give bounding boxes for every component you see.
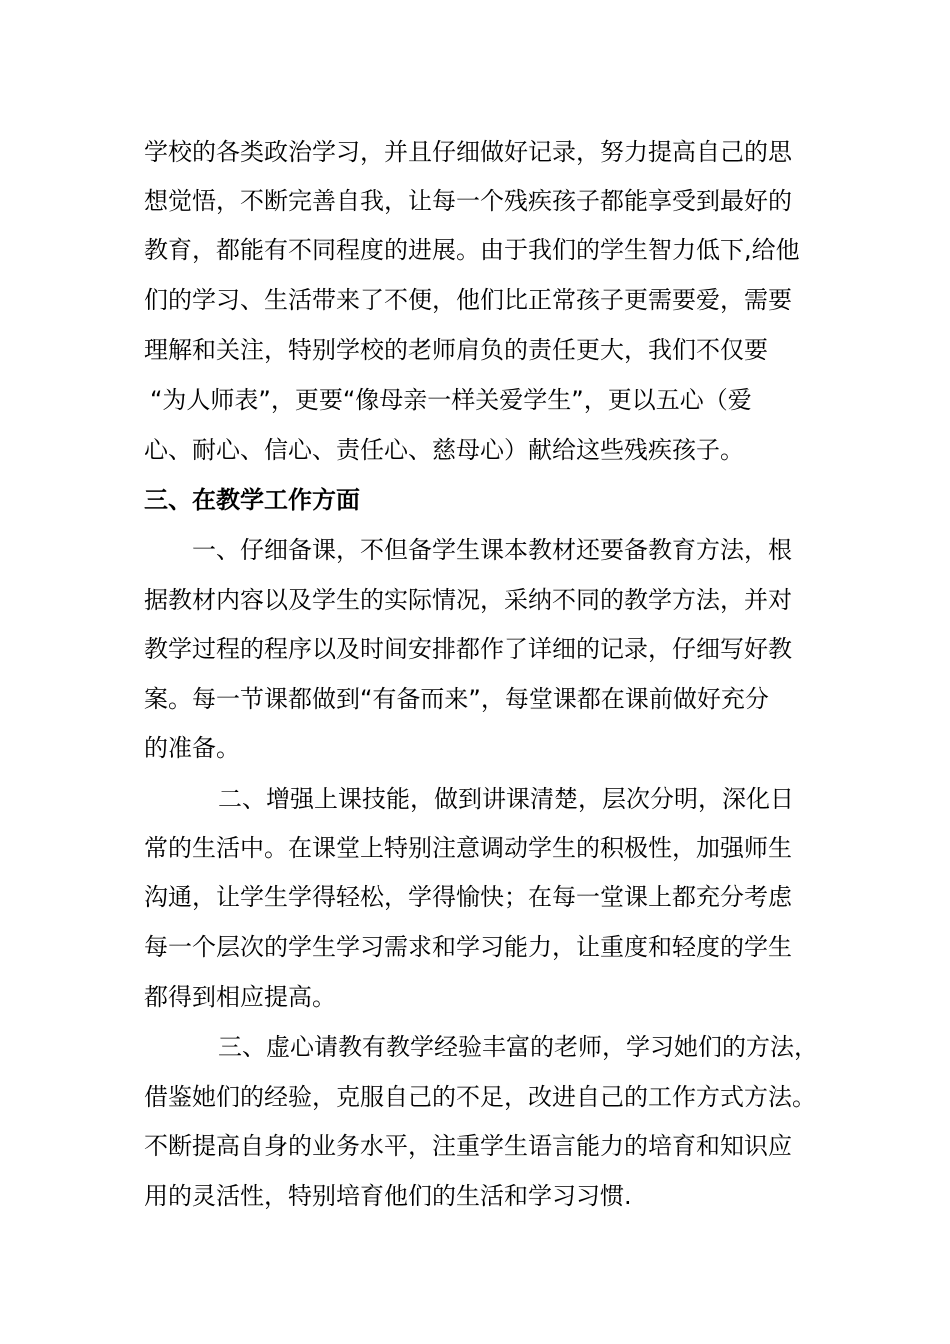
text-line: 三、虚心请教有教学经验丰富的老师，学习她们的方法，	[218, 1033, 818, 1061]
text-line: 的准备。	[144, 734, 240, 762]
text-line: 不断提高自身的业务水平，注重学生语言能力的培育和知识应	[144, 1132, 792, 1160]
text-line: 据教材内容以及学生的实际情况，采纳不同的教学方法，并对	[144, 586, 792, 614]
text-line: 学校的各类政治学习，并且仔细做好记录，努力提高自己的思	[144, 138, 792, 166]
text-line: 都得到相应提高。	[144, 983, 336, 1011]
text-line: 借鉴她们的经验，克服自己的不足，改进自己的工作方式方法。	[144, 1083, 816, 1111]
text-line: 每一个层次的学生学习需求和学习能力，让重度和轻度的学生	[144, 933, 792, 961]
text-line: 二、增强上课技能，做到讲课清楚，层次分明，深化日	[218, 785, 794, 813]
text-line: 理解和关注，特别学校的老师肩负的责任更大，我们不仅要	[144, 336, 768, 364]
text-line: 想觉悟，不断完善自我，让每一个残疾孩子都能享受到最好的	[144, 187, 792, 215]
text-line: 教学过程的程序以及时间安排都作了详细的记录，仔细写好教	[144, 635, 792, 663]
text-line: 一、仔细备课，不但备学生课本教材还要备教育方法，根	[192, 536, 792, 564]
text-line: 们的学习、生活带来了不便，他们比正常孩子更需要爱，需要	[144, 286, 792, 314]
text-line: 心、耐心、信心、责任心、慈母心）献给这些残疾孩子。	[144, 436, 744, 464]
text-line: 教育，都能有不同程度的进展。由于我们的学生智力低下,给他	[144, 236, 800, 264]
text-line: “为人师表”，更要“像母亲一样关爱学生”，更以五心（爱	[150, 386, 752, 414]
text-line: 用的灵活性，特别培育他们的生活和学习习惯.	[144, 1182, 632, 1210]
section-heading: 三、在教学工作方面	[144, 486, 360, 514]
text-line: 沟通，让学生学得轻松，学得愉快；在每一堂课上都充分考虑	[144, 883, 792, 911]
text-line: 案。每一节课都做到“有备而来”，每堂课都在课前做好充分	[144, 685, 769, 713]
text-line: 常的生活中。在课堂上特别注意调动学生的积极性，加强师生	[144, 834, 792, 862]
